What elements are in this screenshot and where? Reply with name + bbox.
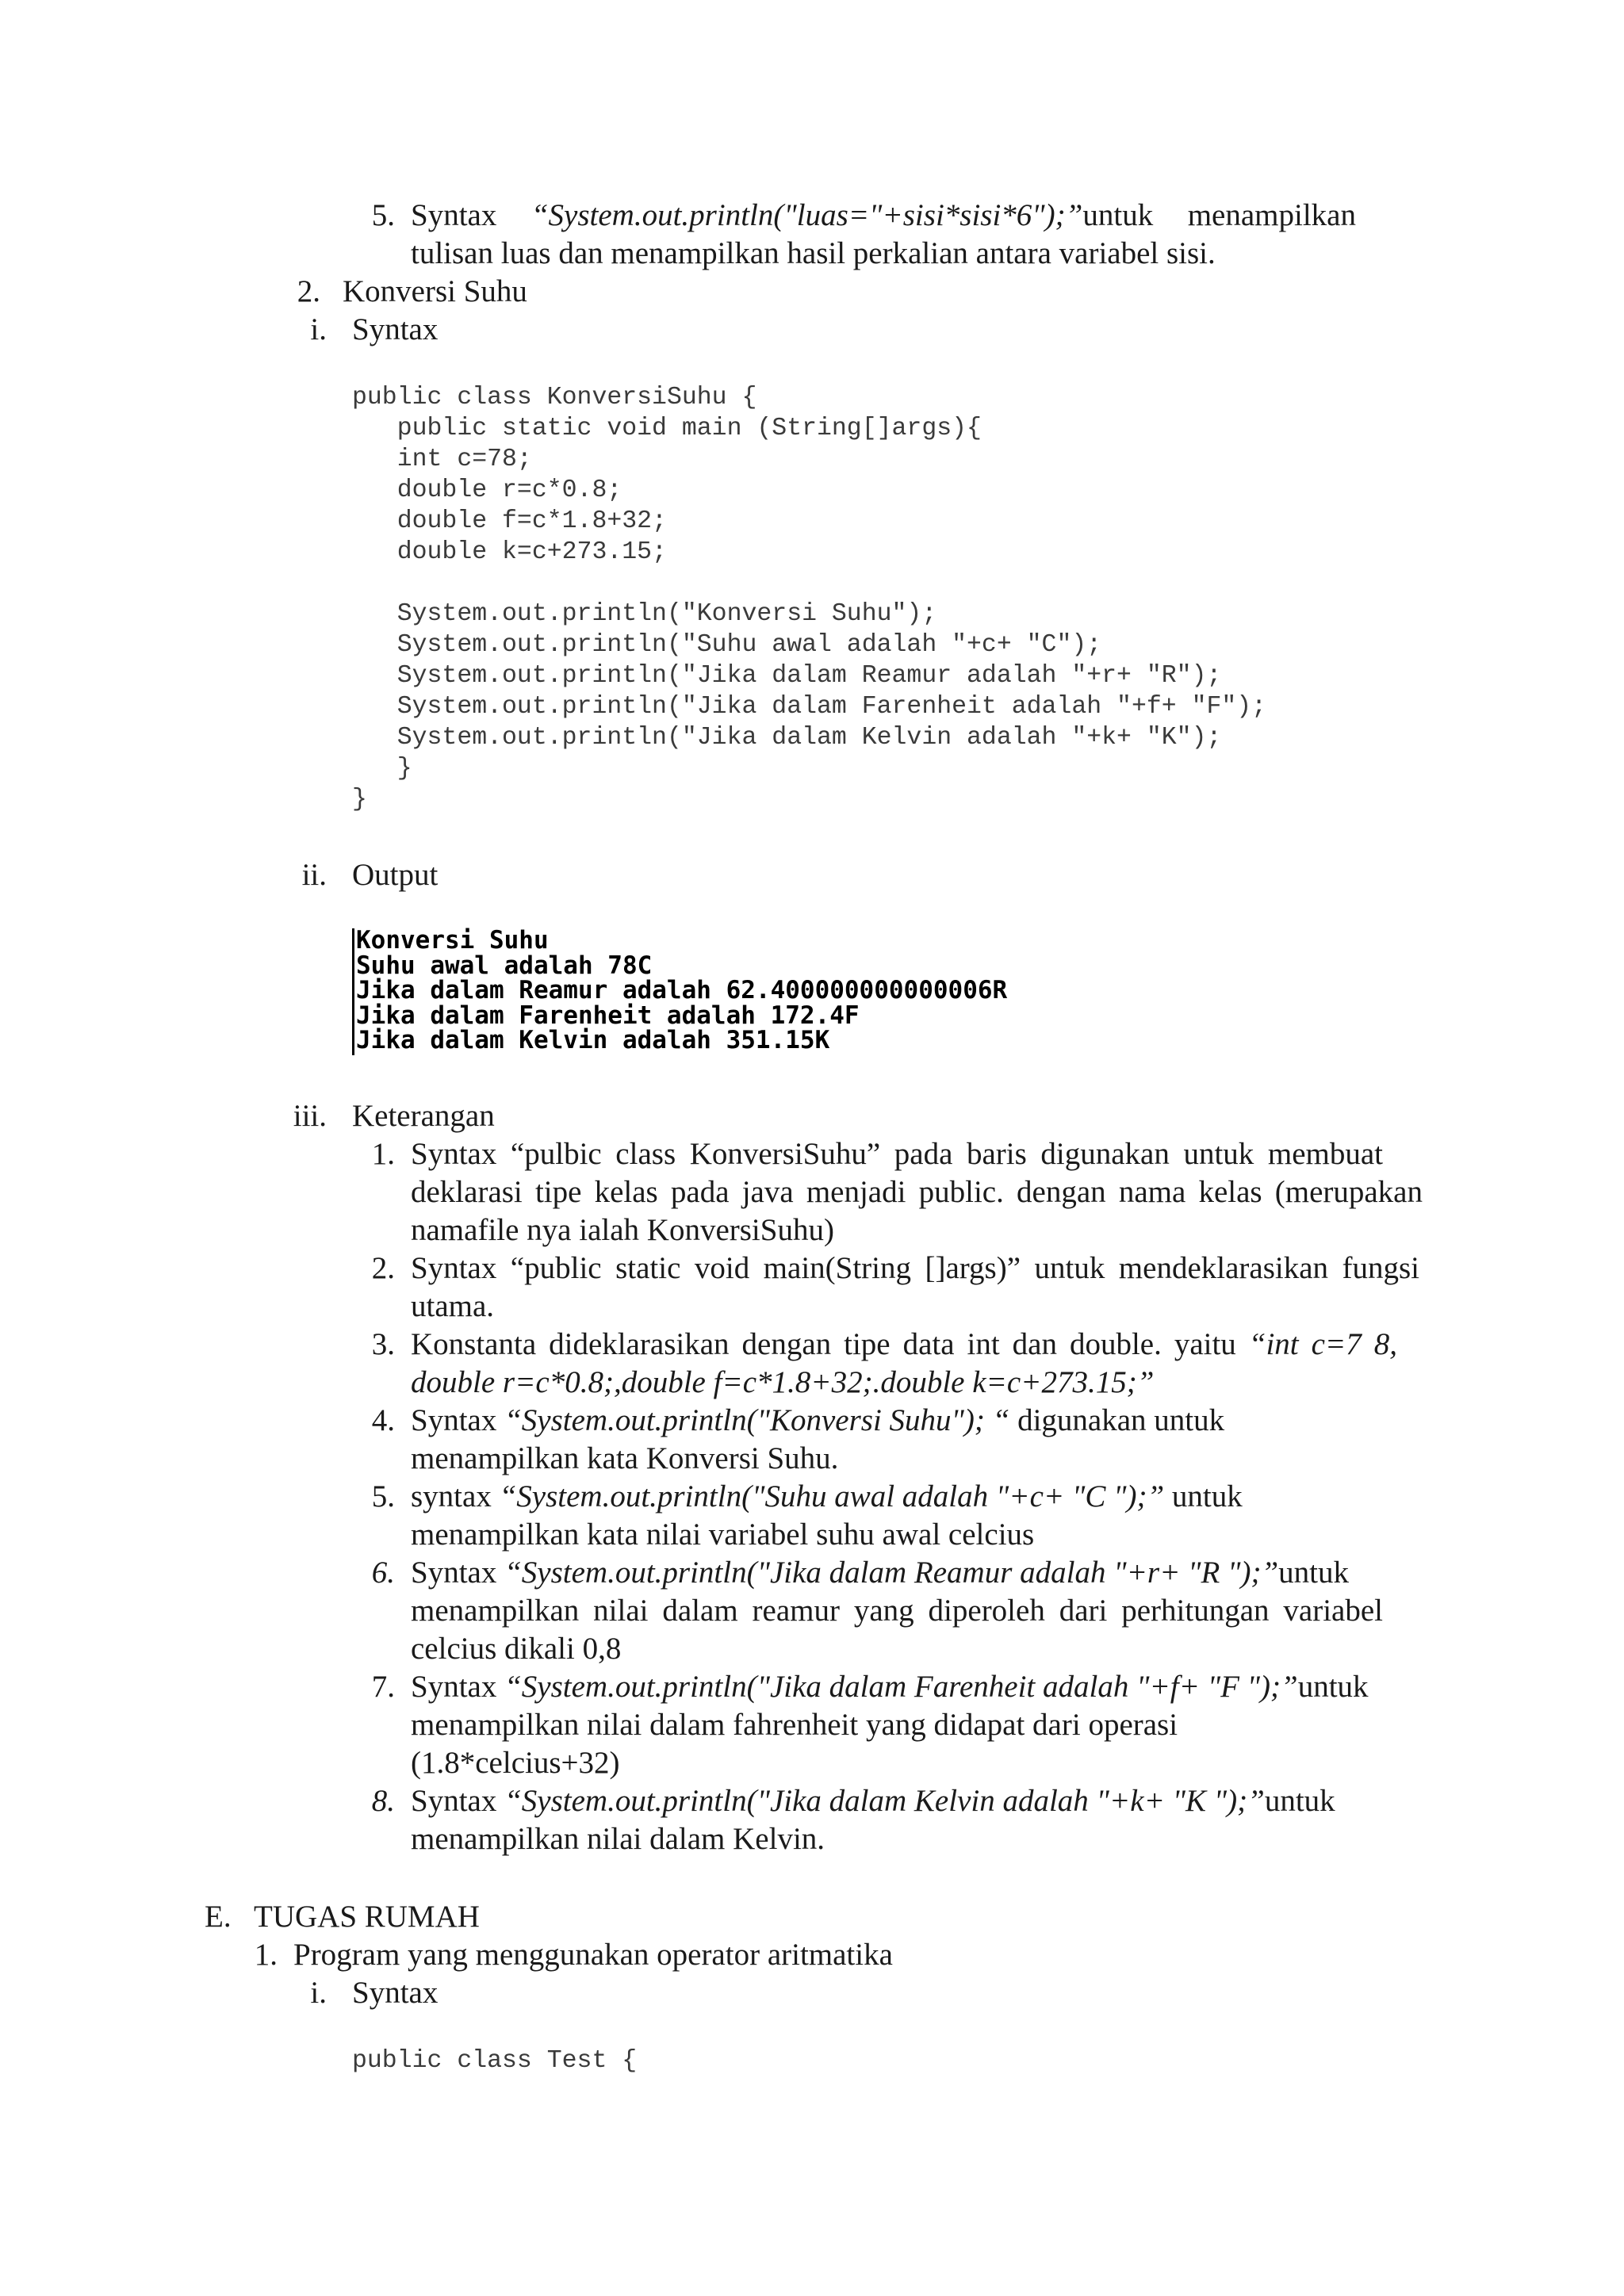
list-item-text: celcius dikali 0,8 xyxy=(411,1632,622,1666)
list-item-text xyxy=(411,1478,1243,1516)
list-item-text: deklarasi tipe kelas pada java menjadi public. dengan nama kelas (merupakan xyxy=(411,1175,1423,1209)
list-item-text: Syntax “public static void main(String []args)” untuk mendeklarasikan fungsi xyxy=(411,1251,1419,1285)
list-number: 5. xyxy=(371,1479,395,1513)
sub-label-number: ii. xyxy=(301,858,327,892)
code-reference: “System.out.println("Jika dalam Farenheit adalah "+f+ "F ");” xyxy=(504,1670,1298,1704)
list-number: 3. xyxy=(371,1327,395,1361)
code-line: public class Test { xyxy=(352,2047,638,2075)
console-line: Jika dalam Reamur adalah 62.400000000000006R xyxy=(356,976,1008,1004)
code-block xyxy=(352,382,1266,815)
code-line: double f=c*1.8+32; xyxy=(352,507,667,535)
console-line: Konversi Suhu xyxy=(356,926,549,955)
list-number: 5. xyxy=(371,198,395,232)
sub-label: Keterangan xyxy=(352,1099,495,1133)
text-span: Syntax xyxy=(411,198,531,232)
list-number: 4. xyxy=(371,1403,395,1437)
code-reference: “System.out.println("Jika dalam Reamur adalah "+r+ "R ");” xyxy=(504,1556,1279,1590)
text-span: Konstanta dideklarasikan dengan tipe data int dan double. yaitu xyxy=(411,1327,1249,1361)
list-item-text xyxy=(411,1326,1397,1364)
code-line: } xyxy=(352,755,412,783)
code-reference: double r=c*0.8;,double f=c*1.8+32;.double k=c+273.15;” xyxy=(411,1365,1155,1399)
list-item-text: Program yang menggunakan operator aritmatika xyxy=(293,1938,893,1972)
section-title: TUGAS RUMAH xyxy=(254,1900,480,1934)
list-number-italic: 6. xyxy=(371,1556,395,1590)
sub-label: Output xyxy=(352,858,439,892)
text-span: Syntax xyxy=(411,1556,505,1590)
text-span: untuk menampilkan xyxy=(1082,198,1356,232)
list-item-text xyxy=(411,1402,1224,1440)
text-span: Syntax xyxy=(411,1670,505,1704)
list-item-text: menampilkan kata Konversi Suhu. xyxy=(411,1441,839,1475)
sub-label-number: iii. xyxy=(293,1099,327,1133)
text-span: syntax xyxy=(411,1479,500,1513)
code-line: System.out.println("Jika dalam Reamur adalah "+r+ "R"); xyxy=(352,662,1222,690)
code-line: System.out.println("Jika dalam Farenheit adalah "+f+ "F"); xyxy=(352,693,1267,721)
text-span: digunakan untuk xyxy=(1009,1403,1225,1437)
code-line: public static void main (String[]args){ xyxy=(352,415,982,442)
text-span: untuk xyxy=(1278,1556,1350,1590)
list-item-text xyxy=(411,1364,1154,1402)
list-item-text: utama. xyxy=(411,1289,495,1323)
section-title: Konversi Suhu xyxy=(343,274,527,308)
list-number: 7. xyxy=(371,1670,395,1704)
code-line: System.out.println("Suhu awal adalah "+c+ "C"); xyxy=(352,631,1102,659)
list-item-text xyxy=(411,1554,1349,1592)
text-span: Syntax xyxy=(411,1784,505,1818)
list-number xyxy=(349,1554,395,1592)
text-span: untuk xyxy=(1164,1479,1243,1513)
code-line: double r=c*0.8; xyxy=(352,476,622,504)
list-item-text xyxy=(411,197,1356,235)
sub-label-number: i. xyxy=(310,312,327,346)
list-number xyxy=(349,1782,395,1820)
console-line: Jika dalam Farenheit adalah 172.4F xyxy=(356,1001,860,1030)
code-line: double k=c+273.15; xyxy=(352,538,667,566)
code-line xyxy=(352,568,1266,599)
section-number: 2. xyxy=(297,274,320,308)
code-reference: “System.out.println("Jika dalam Kelvin adalah "+k+ "K ");” xyxy=(504,1784,1265,1818)
list-item-text: tulisan luas dan menampilkan hasil perkalian antara variabel sisi. xyxy=(411,236,1216,270)
text-span: Syntax xyxy=(411,1403,505,1437)
code-line: System.out.println("Konversi Suhu"); xyxy=(352,600,937,628)
list-item-text xyxy=(411,1668,1369,1706)
code-line: } xyxy=(352,786,367,813)
code-reference: “int c=7 8, xyxy=(1248,1327,1397,1361)
sub-label: Syntax xyxy=(352,312,439,346)
code-reference: “System.out.println("Konversi Suhu"); “ xyxy=(504,1403,1010,1437)
list-item-text: namafile nya ialah KonversiSuhu) xyxy=(411,1213,834,1247)
code-reference: “System.out.println("luas="+sisi*sisi*6");” xyxy=(530,198,1083,232)
section-letter: E. xyxy=(205,1900,232,1934)
list-number: 2. xyxy=(371,1251,395,1285)
console-output xyxy=(352,928,1092,1055)
code-line: public class KonversiSuhu { xyxy=(352,384,757,411)
list-item-text: (1.8*celcius+32) xyxy=(411,1746,620,1780)
list-number: 1. xyxy=(254,1938,278,1972)
list-item-text xyxy=(411,1782,1335,1820)
list-item-text: menampilkan kata nilai variabel suhu awal celcius xyxy=(411,1517,1035,1552)
list-item-text: menampilkan nilai dalam fahrenheit yang didapat dari operasi xyxy=(411,1708,1178,1742)
list-item-text: menampilkan nilai dalam Kelvin. xyxy=(411,1822,825,1856)
text-span: untuk xyxy=(1264,1784,1335,1818)
sub-label: Syntax xyxy=(352,1976,439,2010)
console-line: Jika dalam Kelvin adalah 351.15K xyxy=(356,1026,830,1054)
console-line: Suhu awal adalah 78C xyxy=(356,951,653,980)
code-line: int c=78; xyxy=(352,446,532,473)
list-item-text: menampilkan nilai dalam reamur yang diperoleh dari perhitungan variabel xyxy=(411,1594,1383,1628)
list-number-italic: 8. xyxy=(371,1784,395,1818)
text-span: untuk xyxy=(1297,1670,1369,1704)
list-number: 1. xyxy=(371,1137,395,1171)
code-reference: “System.out.println("Suhu awal adalah "+c+ "C ");” xyxy=(499,1479,1165,1513)
list-item-text: Syntax “pulbic class KonversiSuhu” pada baris digunakan untuk membuat xyxy=(411,1137,1383,1171)
sub-label-number: i. xyxy=(310,1976,327,2010)
code-line: System.out.println("Jika dalam Kelvin adalah "+k+ "K"); xyxy=(352,724,1222,752)
